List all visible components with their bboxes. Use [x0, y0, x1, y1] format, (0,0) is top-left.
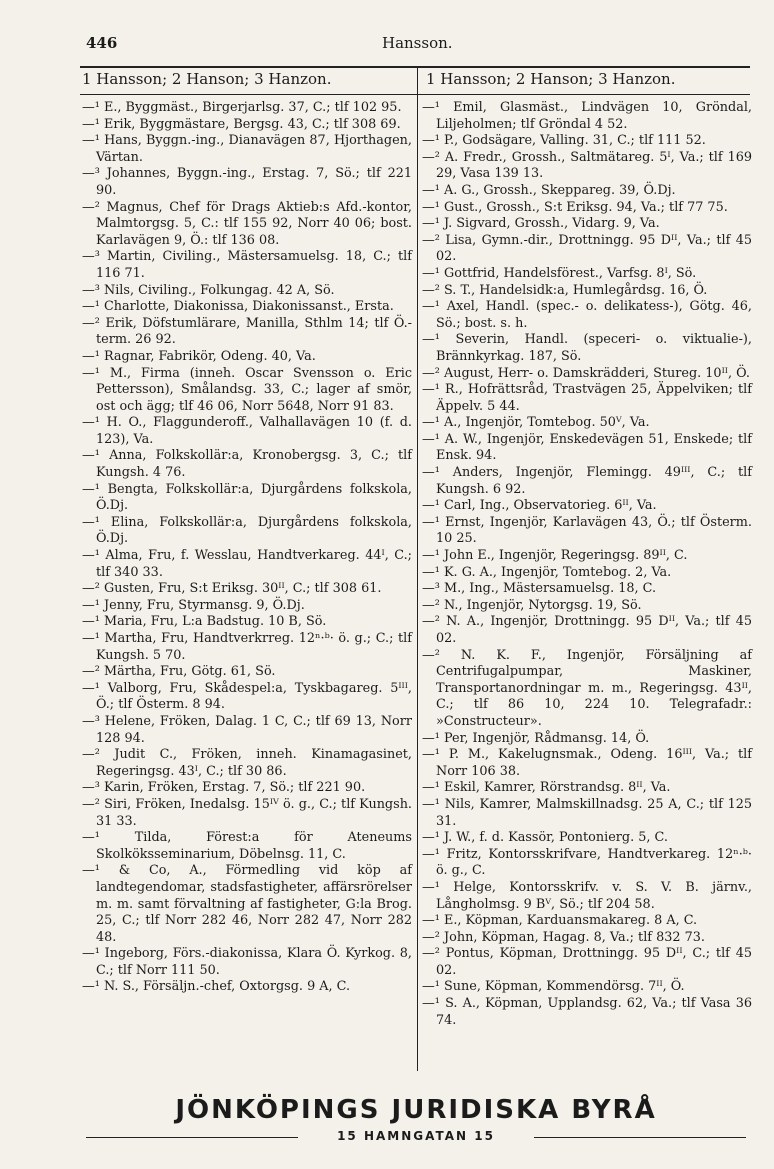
advertisement: [86, 1095, 746, 1147]
directory-entry: —² John, Köpman, Hagag. 8, Va.; tlf 832 73.: [422, 929, 705, 945]
directory-entry: —¹ Severin, Handl. (speceri- o. viktualie-), Brännkyrkag. 187, Sö.: [422, 332, 752, 364]
directory-entry: —¹ A., Ingenjör, Tomtebog. 50ⱽ, Va.: [422, 415, 650, 431]
advert-title: JÖNKÖPINGS JURIDISKA BYRÅ: [175, 1095, 657, 1125]
rule-right: [534, 1137, 746, 1138]
directory-entry: —¹ Helge, Kontorsskrifv. v. S. V. B. järnv., Långholmsg. 9 Bⱽ, Sö.; tlf 204 58.: [422, 879, 752, 912]
directory-entry: —² N. K. F., Ingenjör, Försäljning af Centrifugalpumpar, Maskiner, Transportanordningar m. m., Regeringsg. 43ᴵᴵ, C.; tlf 86 10, 224 10. Telegrafadr.: »Constructeur».: [422, 647, 752, 729]
left-column-header: 1 Hansson; 2 Hanson; 3 Hanzon.: [82, 70, 332, 88]
directory-entry: —³ Nils, Civiling., Folkungag. 42 A, Sö.: [82, 282, 335, 298]
directory-entry: —¹ S. A., Köpman, Upplandsg. 62, Va.; tlf Vasa 36 74.: [422, 996, 752, 1028]
directory-entry: —¹ J. Sigvard, Grossh., Vidarg. 9, Va.: [422, 216, 660, 232]
directory-entry: —² Siri, Fröken, Inedalsg. 15ᴵⱽ ö. g., C.; tlf Kungsh. 31 33.: [82, 796, 412, 829]
directory-entry: —¹ E., Köpman, Karduansmakareg. 8 A, C.: [422, 913, 698, 929]
directory-entry: —¹ K. G. A., Ingenjör, Tomtebog. 2, Va.: [422, 564, 672, 580]
directory-entry: —³ Martin, Civiling., Mästersamuelsg. 18, C.; tlf 116 71.: [82, 249, 412, 281]
directory-entry: —¹ P. M., Kakelugnsmak., Odeng. 16ᴵᴵᴵ, Va.; tlf Norr 106 38.: [422, 747, 752, 779]
directory-entry: —² A. Fredr., Grossh., Saltmätareg. 5ᴵ, Va.; tlf 169 29, Vasa 139 13.: [422, 149, 752, 182]
directory-entry: —³ Karin, Fröken, Erstag. 7, Sö.; tlf 221 90.: [82, 780, 366, 796]
directory-entry: —² S. T., Handelsidk:a, Humlegårdsg. 16, Ö.: [422, 282, 708, 298]
directory-entry: —³ Helene, Fröken, Dalag. 1 C, C.; tlf 69 13, Norr 128 94.: [82, 713, 412, 746]
directory-entry: —² Märtha, Fru, Götg. 61, Sö.: [82, 664, 276, 680]
directory-entry: —¹ Erik, Byggmästare, Bergsg. 43, C.; tlf 308 69.: [82, 116, 401, 132]
directory-entry: —¹ Bengta, Folkskollär:a, Djurgårdens folkskola, Ö.Dj.: [82, 481, 412, 514]
directory-entry: —¹ Gottfrid, Handelsförest., Varfsg. 8ᴵ, Sö.: [422, 265, 697, 281]
directory-entry: —² N., Ingenjör, Nytorgsg. 19, Sö.: [422, 597, 642, 613]
directory-entry: —¹ Sune, Köpman, Kommendörsg. 7ᴵᴵ, Ö.: [422, 979, 685, 995]
directory-entry: —¹ P., Godsägare, Valling. 31, C.; tlf 111 52.: [422, 133, 706, 149]
directory-entry: —¹ Anna, Folkskollär:a, Kronobergsg. 3, C.; tlf Kungsh. 4 76.: [82, 448, 412, 481]
directory-entry: —³ Johannes, Byggn.-ing., Erstag. 7, Sö.; tlf 221 90.: [82, 166, 412, 198]
directory-entry: —¹ & Co, A., Förmedling vid köp af landtegendomar, stadsfastigheter, affärsrörelser m. m. samt förvaltning af fastigheter, G:la Brog. 25, C.; tlf Norr 282 46, Norr 282 47, Norr 282 48.: [82, 863, 412, 945]
directory-entry: —¹ Maria, Fru, L:a Badstug. 10 B, Sö.: [82, 614, 327, 630]
directory-entry: —¹ Carl, Ing., Observatorieg. 6ᴵᴵ, Va.: [422, 498, 657, 514]
directory-entry: —¹ Valborg, Fru, Skådespel:a, Tyskbagareg. 5ᴵᴵᴵ, Ö.; tlf Österm. 8 94.: [82, 680, 412, 713]
directory-entry: —¹ Elina, Folkskollär:a, Djurgårdens folkskola, Ö.Dj.: [82, 514, 412, 547]
directory-entry: —¹ Ingeborg, Förs.-diakonissa, Klara Ö. Kyrkog. 8, C.; tlf Norr 111 50.: [82, 946, 412, 978]
directory-entry: —¹ Jenny, Fru, Styrmansg. 9, Ö.Dj.: [82, 597, 305, 613]
left-column: [82, 100, 412, 996]
directory-entry: —¹ Tilda, Förest:a för Ateneums Skolköksseminarium, Döbelnsg. 11, C.: [82, 830, 412, 862]
right-column: [422, 100, 752, 1029]
directory-entry: —¹ Eskil, Kamrer, Rörstrandsg. 8ᴵᴵ, Va.: [422, 780, 671, 796]
directory-entry: —¹ Nils, Kamrer, Malmskillnadsg. 25 A, C.; tlf 125 31.: [422, 796, 752, 829]
page-number: 446: [86, 34, 118, 52]
directory-entry: —¹ Charlotte, Diakonissa, Diakonissanst., Ersta.: [82, 299, 394, 315]
directory-entry: —² Lisa, Gymn.-dir., Drottningg. 95 Dᴵᴵ, Va.; tlf 45 02.: [422, 232, 752, 265]
directory-entry: —¹ M., Firma (inneh. Oscar Svensson o. Eric Pettersson), Smålandsg. 33, C.; lager af smör, ost och ägg; tlf 46 06, Norr 5648, Norr 91 83.: [82, 365, 412, 414]
directory-entry: —² Pontus, Köpman, Drottningg. 95 Dᴵᴵ, C.; tlf 45 02.: [422, 946, 752, 978]
directory-entry: —¹ Per, Ingenjör, Rådmansg. 14, Ö.: [422, 730, 650, 746]
running-head: Hansson.: [382, 34, 453, 52]
directory-entry: —¹ Martha, Fru, Handtverkrreg. 12ⁿ·ᵇ· ö. g.; C.; tlf Kungsh. 5 70.: [82, 631, 412, 663]
directory-entry: —¹ Alma, Fru, f. Wesslau, Handtverkareg. 44ᴵ, C.; tlf 340 33.: [82, 548, 412, 580]
page-header: [86, 34, 732, 54]
advert-address-row: [86, 1129, 746, 1147]
directory-entry: —¹ N. S., Försäljn.-chef, Oxtorgsg. 9 A, C.: [82, 979, 351, 995]
directory-entry: —² Erik, Döfstumlärare, Manilla, Sthlm 14; tlf Ö.-term. 26 92.: [82, 315, 412, 348]
column-divider: [417, 66, 418, 1071]
directory-entry: —¹ John E., Ingenjör, Regeringsg. 89ᴵᴵ, C.: [422, 548, 688, 564]
directory-entry: —³ M., Ing., Mästersamuelsg. 18, C.: [422, 581, 657, 597]
directory-entry: —¹ R., Hofrättsråd, Trastvägen 25, Äppelviken; tlf Äppelv. 5 44.: [422, 382, 752, 414]
right-column-header: 1 Hansson; 2 Hanson; 3 Hanzon.: [426, 70, 676, 88]
directory-entry: —² Gusten, Fru, S:t Eriksg. 30ᴵᴵ, C.; tlf 308 61.: [82, 581, 382, 597]
directory-entry: —² N. A., Ingenjör, Drottningg. 95 Dᴵᴵ, Va.; tlf 45 02.: [422, 614, 752, 646]
directory-entry: —¹ Ernst, Ingenjör, Karlavägen 43, Ö.; tlf Österm. 10 25.: [422, 514, 752, 547]
directory-entry: —¹ Axel, Handl. (spec.- o. delikatess-), Götg. 46, Sö.; bost. s. h.: [422, 299, 752, 331]
directory-entry: —¹ Gust., Grossh., S:t Eriksg. 94, Va.; tlf 77 75.: [422, 199, 728, 215]
directory-entry: —¹ Hans, Byggn.-ing., Dianavägen 87, Hjorthagen, Värtan.: [82, 133, 412, 165]
directory-entry: —¹ Emil, Glasmäst., Lindvägen 10, Gröndal, Liljeholmen; tlf Gröndal 4 52.: [422, 100, 752, 132]
directory-entry: —² August, Herr- o. Damskrädderi, Stureg. 10ᴵᴵ, Ö.: [422, 365, 750, 381]
advert-address: 15 HAMNGATAN 15: [337, 1129, 495, 1143]
directory-entry: —¹ E., Byggmäst., Birgerjarlsg. 37, C.; tlf 102 95.: [82, 100, 402, 115]
directory-entry: —¹ Fritz, Kontorsskrifvare, Handtverkareg. 12ⁿ·ᵇ· ö. g., C.: [422, 846, 752, 879]
directory-entry: —¹ A. W., Ingenjör, Enskedevägen 51, Enskede; tlf Ensk. 94.: [422, 431, 752, 464]
directory-entry: —² Judit C., Fröken, inneh. Kinamagasinet, Regeringsg. 43ᴵ, C.; tlf 30 86.: [82, 747, 412, 779]
directory-entry: —¹ J. W., f. d. Kassör, Pontonierg. 5, C.: [422, 830, 668, 846]
directory-entry: —¹ A. G., Grossh., Skeppareg. 39, Ö.Dj.: [422, 182, 676, 198]
directory-entry: —² Magnus, Chef för Drags Aktieb:s Afd.-kontor, Malmtorgsg. 5, C.: tlf 155 92, Norr 40 06; bost. Karlavägen 9, Ö.: tlf 136 08.: [82, 199, 412, 248]
column-headers: [80, 66, 750, 95]
directory-entry: —¹ Anders, Ingenjör, Flemingg. 49ᴵᴵᴵ, C.; tlf Kungsh. 6 92.: [422, 465, 752, 497]
directory-entry: —¹ H. O., Flaggunderoff., Valhallavägen 10 (f. d. 123), Va.: [82, 415, 412, 447]
directory-entry: —¹ Ragnar, Fabrikör, Odeng. 40, Va.: [82, 348, 316, 364]
